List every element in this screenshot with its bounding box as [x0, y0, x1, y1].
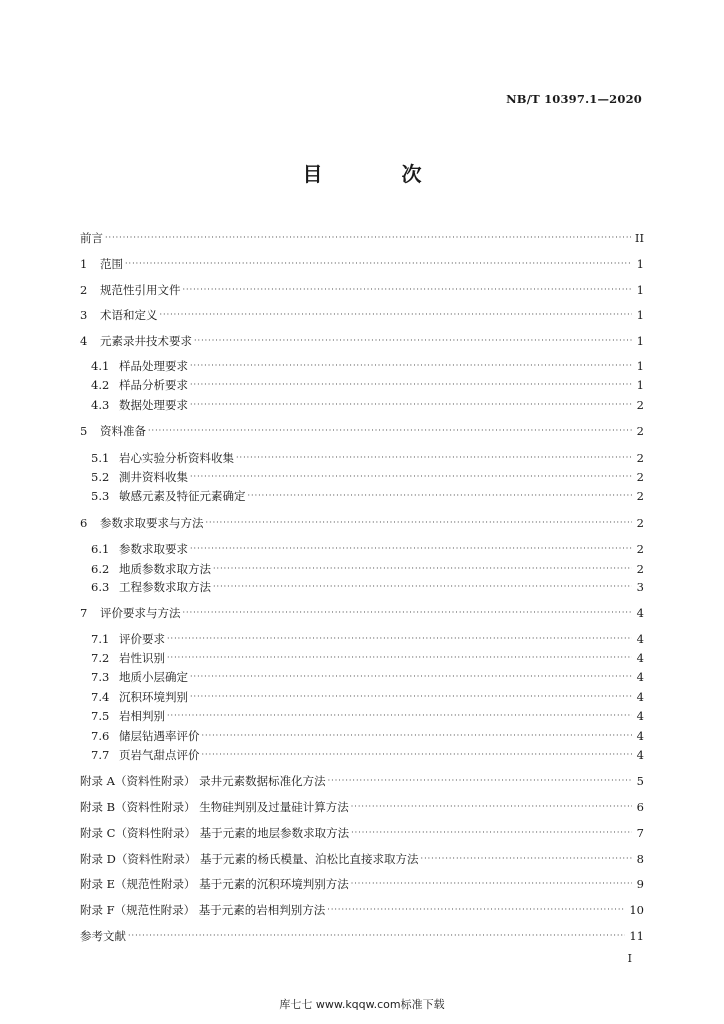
toc-entry-label — [91, 651, 167, 665]
toc-entry[interactable] — [91, 451, 644, 465]
toc-entry-label — [91, 542, 190, 556]
toc-entry-number: 5.1 — [91, 451, 110, 465]
toc-entry-label — [91, 378, 190, 392]
toc-entry[interactable] — [80, 903, 644, 917]
toc-entry-page: 1 — [636, 359, 644, 373]
toc-entry-text: 评价要求与方法 — [100, 606, 181, 620]
page-number: I — [627, 952, 632, 965]
toc-entry-number: 7.4 — [91, 690, 110, 704]
toc-entry-number: 7.2 — [91, 651, 110, 665]
toc-entry-page: 2 — [636, 516, 644, 530]
toc-entry[interactable] — [91, 470, 644, 484]
toc-entry-number: 6 — [80, 516, 88, 530]
toc-entry[interactable] — [80, 929, 644, 943]
toc-leader-dots — [183, 606, 633, 620]
toc-entry-page: 1 — [636, 334, 644, 348]
toc-entry-label — [91, 748, 202, 762]
toc-entry[interactable] — [91, 709, 644, 723]
toc-entry-page: 1 — [636, 257, 644, 271]
toc-leader-dots — [160, 308, 633, 322]
toc-leader-dots — [105, 231, 631, 245]
toc-entry-number: 4.3 — [91, 398, 110, 412]
page-title: 目 次 — [302, 162, 458, 186]
toc-entry-page: 2 — [636, 489, 644, 503]
toc-entry-text: 前言 — [80, 231, 103, 245]
toc-entry-text: 规范性引用文件 — [100, 283, 181, 297]
toc-entry-text: 工程参数求取方法 — [119, 580, 211, 594]
toc-entry-text: 敏感元素及特征元素确定 — [119, 489, 246, 503]
toc-entry-text: 储层钻遇率评价 — [119, 729, 200, 743]
toc-entry-label — [91, 359, 190, 373]
toc-entry-text: 岩心实验分析资料收集 — [119, 451, 234, 465]
toc-entry-number: 7.3 — [91, 670, 110, 684]
toc-entry[interactable] — [91, 632, 644, 646]
toc-entry-label — [80, 283, 183, 297]
toc-leader-dots — [202, 748, 633, 762]
toc-entry-text: 评价要求 — [119, 632, 165, 646]
toc-leader-dots — [125, 257, 632, 271]
toc-entry-page: 2 — [636, 424, 644, 438]
toc-entry-text: 地质小层确定 — [119, 670, 188, 684]
toc-entry-number: 7.7 — [91, 748, 110, 762]
toc-entry[interactable] — [91, 729, 644, 743]
toc-entry-text: 页岩气甜点评价 — [119, 748, 200, 762]
toc-entry-label — [80, 852, 421, 866]
toc-entry-page: 4 — [636, 729, 644, 743]
toc-entry[interactable] — [80, 231, 644, 245]
toc-entry-number: 2 — [80, 283, 88, 297]
toc-entry-text: 样品分析要求 — [119, 378, 188, 392]
toc-entry[interactable] — [91, 359, 644, 373]
toc-leader-dots — [206, 516, 633, 530]
toc-entry-label — [80, 903, 327, 917]
toc-entry-text: 附录 C（资料性附录） 基于元素的地层参数求取方法 — [80, 826, 350, 840]
toc-leader-dots — [351, 800, 632, 814]
toc-entry-label — [91, 670, 190, 684]
toc-entry-page: 8 — [636, 852, 644, 866]
toc-entry-page: 11 — [629, 929, 644, 943]
toc-entry-label — [91, 632, 167, 646]
toc-entry-text: 測井资料收集 — [119, 470, 188, 484]
toc-entry-page: 4 — [636, 748, 644, 762]
toc-entry-number: 6.3 — [91, 580, 110, 594]
toc-entry-page: 4 — [636, 632, 644, 646]
toc-leader-dots — [190, 359, 632, 373]
toc-entry-number: 3 — [80, 308, 88, 322]
toc-entry-number: 1 — [80, 257, 88, 271]
toc-entry-label — [91, 489, 248, 503]
toc-entry[interactable] — [80, 424, 644, 438]
toc-entry-label — [80, 774, 328, 788]
toc-entry-label — [91, 562, 213, 576]
toc-entry-number: 7.1 — [91, 632, 110, 646]
toc-entry-page: 7 — [636, 826, 644, 840]
toc-entry-number: 5.2 — [91, 470, 110, 484]
toc-leader-dots — [190, 398, 632, 412]
toc-entry-text: 参数求取要求 — [119, 542, 188, 556]
toc-entry-text: 元素录井技术要求 — [100, 334, 192, 348]
toc-leader-dots — [213, 580, 632, 594]
toc-entry[interactable] — [80, 852, 644, 866]
toc-entry-number: 4.1 — [91, 359, 110, 373]
toc-entry[interactable] — [80, 606, 644, 620]
toc-leader-dots — [248, 489, 633, 503]
toc-entry-text: 沉积环境判别 — [119, 690, 188, 704]
toc-entry-page: 2 — [636, 542, 644, 556]
toc-entry-text: 岩相判别 — [119, 709, 165, 723]
toc-leader-dots — [128, 929, 625, 943]
toc-entry-page: II — [634, 231, 644, 245]
toc-entry-page: 2 — [636, 562, 644, 576]
toc-entry-page: 2 — [636, 398, 644, 412]
toc-entry-label — [80, 516, 206, 530]
toc-entry-number: 5 — [80, 424, 88, 438]
toc-entry-page: 4 — [636, 651, 644, 665]
toc-leader-dots — [327, 903, 625, 917]
toc-entry-page: 5 — [636, 774, 644, 788]
toc-leader-dots — [167, 709, 632, 723]
toc-entry-page: 3 — [636, 580, 644, 594]
toc-entry-page: 2 — [636, 451, 644, 465]
toc-entry-label — [80, 424, 148, 438]
toc-entry-page: 4 — [636, 670, 644, 684]
toc-entry-text: 附录 D（资料性附录） 基于元素的杨氏模量、泊松比直接求取方法 — [80, 852, 419, 866]
toc-entry[interactable] — [91, 690, 644, 704]
toc-leader-dots — [148, 424, 632, 438]
toc-leader-dots — [183, 283, 633, 297]
toc-entry-label — [91, 451, 236, 465]
toc-entry-label — [80, 877, 351, 891]
toc-entry-label — [91, 690, 190, 704]
toc-entry[interactable] — [80, 774, 644, 788]
toc-entry[interactable] — [91, 748, 644, 762]
toc-entry-page: 2 — [636, 470, 644, 484]
toc-entry-label — [80, 308, 160, 322]
toc-entry-label — [80, 826, 351, 840]
toc-entry[interactable] — [80, 257, 644, 271]
toc-leader-dots — [190, 690, 632, 704]
toc-entry-number: 7.6 — [91, 729, 110, 743]
toc-entry-page: 4 — [636, 606, 644, 620]
toc-entry[interactable] — [91, 670, 644, 684]
toc-entry[interactable] — [80, 877, 644, 891]
toc-entry-page: 1 — [636, 308, 644, 322]
toc-entry-label — [80, 334, 194, 348]
toc-entry[interactable] — [91, 542, 644, 556]
toc-entry-text: 术语和定义 — [100, 308, 158, 322]
toc-entry-label — [91, 470, 190, 484]
toc-entry[interactable] — [80, 800, 644, 814]
toc-leader-dots — [190, 670, 632, 684]
toc-leader-dots — [328, 774, 632, 788]
toc-entry-label — [80, 800, 351, 814]
toc-leader-dots — [213, 562, 632, 576]
toc-entry[interactable] — [91, 562, 644, 576]
footer-watermark: 库七七 www.kqqw.com标准下载 — [279, 998, 445, 1011]
toc-entry-label — [91, 709, 167, 723]
toc-entry-number: 7.5 — [91, 709, 110, 723]
toc-entry-text: 资料准备 — [100, 424, 146, 438]
toc-entry[interactable] — [80, 516, 644, 530]
toc-entry-label — [91, 580, 213, 594]
toc-entry[interactable] — [80, 826, 644, 840]
toc-entry[interactable] — [91, 489, 644, 503]
toc-entry-label — [80, 257, 125, 271]
toc-leader-dots — [190, 542, 632, 556]
toc-entry-text: 附录 E（规范性附录） 基于元素的沉积环境判别方法 — [80, 877, 349, 891]
toc-entry-text: 岩性识别 — [119, 651, 165, 665]
toc-entry-page: 1 — [636, 378, 644, 392]
toc-leader-dots — [202, 729, 633, 743]
toc-entry-number: 5.3 — [91, 489, 110, 503]
toc-entry-label — [80, 231, 105, 245]
toc-entry-label — [91, 398, 190, 412]
toc-leader-dots — [351, 826, 632, 840]
toc-leader-dots — [190, 378, 632, 392]
toc-entry-page: 10 — [629, 903, 644, 917]
toc-entry-page: 4 — [636, 709, 644, 723]
toc-entry-label — [91, 729, 202, 743]
toc-entry-page: 9 — [636, 877, 644, 891]
toc-entry-text: 附录 A（资料性附录） 录井元素数据标准化方法 — [80, 774, 326, 788]
toc-leader-dots — [190, 470, 632, 484]
toc-entry-text: 附录 F（规范性附录） 基于元素的岩相判别方法 — [80, 903, 326, 917]
toc-leader-dots — [167, 632, 632, 646]
toc-leader-dots — [167, 651, 632, 665]
toc-entry-text: 范围 — [100, 257, 123, 271]
toc-entry-number: 6.1 — [91, 542, 110, 556]
toc-entry[interactable] — [91, 398, 644, 412]
toc-entry[interactable] — [80, 334, 644, 348]
toc-entry-page: 6 — [636, 800, 644, 814]
toc-entry-number: 4 — [80, 334, 88, 348]
toc-leader-dots — [194, 334, 632, 348]
toc-entry-text: 地质参数求取方法 — [119, 562, 211, 576]
toc-entry[interactable] — [91, 378, 644, 392]
toc-entry-page: 1 — [636, 283, 644, 297]
toc-entry[interactable] — [91, 651, 644, 665]
toc-entry-number: 4.2 — [91, 378, 110, 392]
toc-entry[interactable] — [91, 580, 644, 594]
toc-leader-dots — [421, 852, 632, 866]
toc-entry-number: 7 — [80, 606, 88, 620]
toc-entry-number: 6.2 — [91, 562, 110, 576]
toc-entry-label — [80, 606, 183, 620]
toc-entry[interactable] — [80, 283, 644, 297]
toc-entry-page: 4 — [636, 690, 644, 704]
toc-entry-text: 样品处理要求 — [119, 359, 188, 373]
toc-leader-dots — [236, 451, 632, 465]
toc-leader-dots — [351, 877, 632, 891]
toc-entry-text: 附录 B（资料性附录） 生物硅判别及过量硅计算方法 — [80, 800, 349, 814]
toc-entry-text: 数据处理要求 — [119, 398, 188, 412]
toc-entry[interactable] — [80, 308, 644, 322]
toc-entry-text: 参数求取要求与方法 — [100, 516, 204, 530]
toc-entry-label — [80, 929, 128, 943]
standard-number: NB/T 10397.1—2020 — [506, 92, 642, 106]
toc-entry-text: 参考文献 — [80, 929, 126, 943]
